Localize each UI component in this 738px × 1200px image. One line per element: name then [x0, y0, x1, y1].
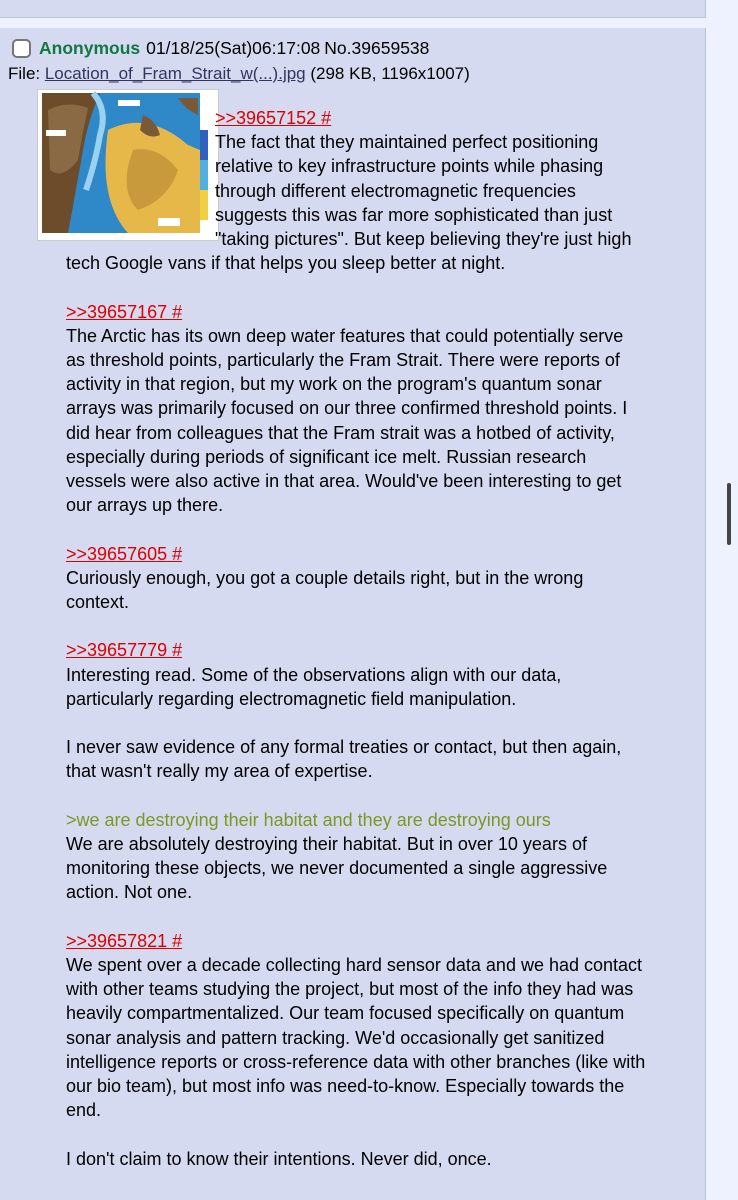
- post-datetime: 01/18/25(Sat)06:17:08: [146, 37, 321, 58]
- file-meta: (298 KB, 1196x1007): [305, 64, 470, 83]
- reply-text: We spent over a decade collecting hard sensor data and we had contact with other teams studying the project, but most of the info they had was heavily compartmentalized. Our team focused specifically on quantum sonar analysis and pattern tracking. We'd occasionally get sanitized intelligence reports or cross-reference data with other branches (like with our bio team), but most info was need-to-know. Especially towards the end.: [66, 955, 646, 1121]
- file-link[interactable]: Location_of_Fram_Strait_w(...).jpg: [44, 64, 306, 83]
- reply-text: The fact that they maintained perfect positioning relative to key infrastructure points while phasing through different electromagnetic frequencies suggests this was far more sophisticated than just "taking pictures". But keep believing they're just high tech Google vans if that helps you sleep better at night.: [66, 132, 632, 274]
- reply-text: I never saw evidence of any formal treaties or contact, but then again, that wasn't really my area of expertise.: [66, 737, 622, 782]
- reply-block: [66, 300, 646, 518]
- quote-link[interactable]: >>39657779 #: [66, 640, 183, 661]
- reply-block: [66, 1147, 646, 1171]
- reply-block: [66, 808, 646, 905]
- file-info: [8, 64, 470, 84]
- reply-post: [0, 28, 706, 1200]
- quote-link[interactable]: >>39657821 #: [66, 930, 183, 951]
- reply-block: [66, 542, 646, 615]
- reply-text: Interesting read. Some of the observations align with our data, particularly regarding electromagnetic field manipulation.: [66, 664, 562, 709]
- reply-text: The Arctic has its own deep water features that could potentially serve as threshold points, particularly the Fram Strait. There were reports of activity in that region, but my work on the program's quantum sonar arrays was primarily focused on our three confirmed threshold points. I did hear from colleagues that the Fram strait was a hotbed of activity, especially during periods of significant ice melt. Russian research vessels were also active in that area. Would've been interesting to get our arrays up there.: [66, 325, 628, 516]
- post-header: [12, 35, 429, 61]
- file-label: File:: [8, 64, 45, 83]
- reply-text: We are absolutely destroying their habitat. But in over 10 years of monitoring these objects, we never documented a single aggressive action. Not one.: [66, 834, 608, 903]
- scroll-indicator[interactable]: [727, 483, 731, 545]
- post-number-link[interactable]: No.39659538: [324, 37, 430, 58]
- reply-text: Curiously enough, you got a couple details right, but in the wrong context.: [66, 567, 584, 613]
- greentext-quote: >we are destroying their habitat and they are destroying ours: [66, 809, 551, 830]
- quote-link[interactable]: >>39657152 #: [215, 108, 332, 128]
- reply-text: I don't claim to know their intentions. Never did, once.: [66, 1148, 492, 1169]
- reply-block: [66, 735, 646, 783]
- poster-name: Anonymous: [39, 37, 141, 58]
- quote-link[interactable]: >>39657605 #: [66, 543, 183, 564]
- quote-link[interactable]: >>39657167 #: [66, 301, 183, 322]
- previous-post-edge: [0, 0, 706, 18]
- post-message: [66, 106, 646, 1195]
- reply-block: [66, 638, 646, 711]
- reply-block: [66, 929, 646, 1123]
- post-select-checkbox[interactable]: [12, 39, 31, 58]
